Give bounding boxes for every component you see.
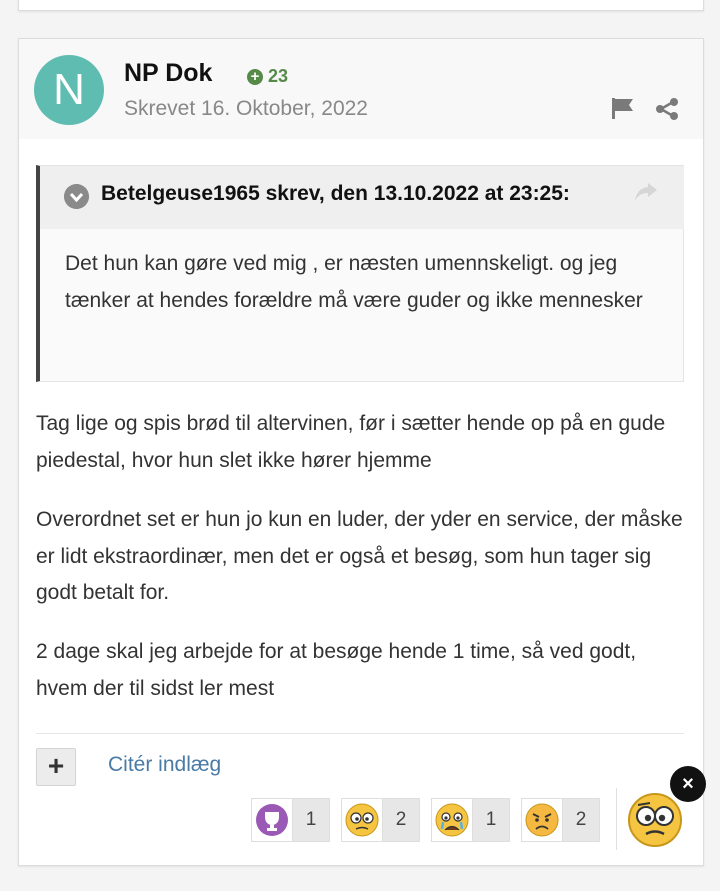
reaction-confused[interactable] <box>341 798 420 842</box>
author-name[interactable]: NP Dok <box>124 59 213 87</box>
reputation-badge <box>247 66 288 87</box>
share-arrow-icon[interactable] <box>634 182 658 202</box>
confused-face-icon <box>342 799 382 841</box>
reaction-count: 1 <box>293 799 329 841</box>
quote-post-link[interactable]: Citér indlæg <box>108 753 222 776</box>
quote-header <box>40 166 684 229</box>
quote-text: Det hun kan gøre ved mig , er næsten umennskeligt. og jeg tænker at hendes forældre må være guder og ikke mennesker <box>65 252 643 312</box>
avatar[interactable]: N <box>34 55 104 125</box>
crying-face-icon <box>432 799 472 841</box>
reputation-count: 23 <box>268 66 289 86</box>
trophy-icon <box>252 799 292 841</box>
multiquote-button[interactable]: + <box>36 748 76 786</box>
post-paragraph: Overordnet set er hun jo kun en luder, der yder en service, der måske er lidt ekstraordinær, men det er også et besøg, som hun tager sig godt betalt for. <box>36 508 683 604</box>
close-button[interactable]: × <box>670 766 706 802</box>
post-paragraph: Tag lige og spis brød til altervinen, før i sætter hende op på en gude piedestal, hvor hun slet ikke hører hjemme <box>36 412 666 472</box>
divider <box>616 788 617 850</box>
post-date: Skrevet 16. Oktober, 2022 <box>124 97 368 120</box>
share-icon[interactable] <box>655 97 679 121</box>
divider <box>36 733 684 734</box>
flag-icon[interactable] <box>611 97 635 119</box>
forum-post <box>18 38 704 866</box>
previous-post-card <box>18 0 704 11</box>
reaction-crying[interactable] <box>431 798 510 842</box>
reaction-angry[interactable] <box>521 798 600 842</box>
quote-block <box>36 165 684 382</box>
react-button-confused-face-icon[interactable] <box>626 791 684 849</box>
angry-face-icon <box>522 799 562 841</box>
chevron-down-icon[interactable] <box>64 184 89 209</box>
plus-circle-icon: + <box>247 69 263 85</box>
reaction-trophy[interactable] <box>251 798 330 842</box>
reaction-count: 2 <box>383 799 419 841</box>
post-header <box>19 39 703 139</box>
reaction-count: 1 <box>473 799 509 841</box>
post-paragraph: 2 dage skal jeg arbejde for at besøge hende 1 time, så ved godt, hvem der til sidst ler mest <box>36 640 637 700</box>
quote-author[interactable]: Betelgeuse1965 skrev, den 13.10.2022 at 23:25: <box>101 182 570 205</box>
reaction-count: 2 <box>563 799 599 841</box>
